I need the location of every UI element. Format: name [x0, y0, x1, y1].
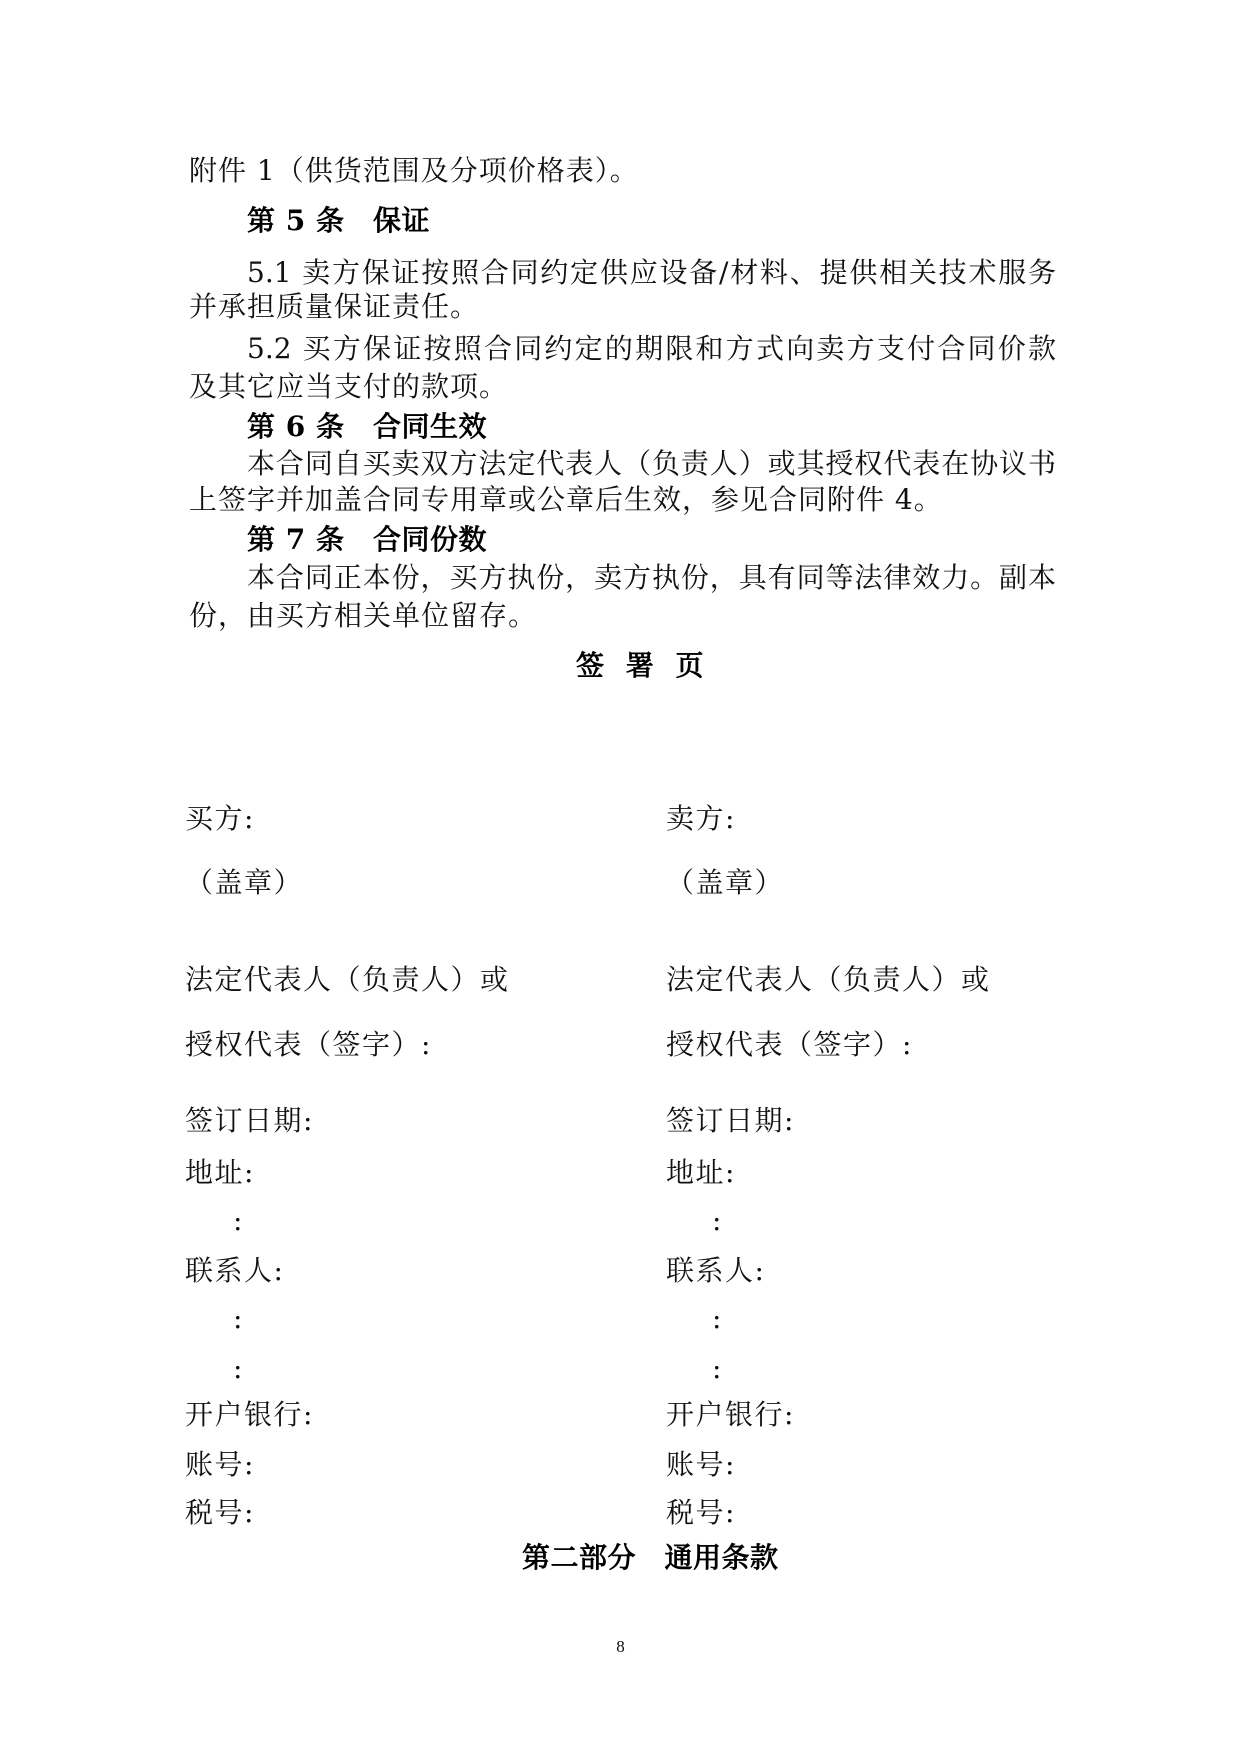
- signature-row-seal: [0, 865, 1241, 901]
- clause-5-2-line-2: 及其它应当支付的款项。: [189, 370, 509, 403]
- buyer-party-label: 买方:: [185, 802, 255, 835]
- seller-sign-date-label: 签订日期:: [666, 1104, 795, 1137]
- article-7-line-2: 份，由买方相关单位留存。: [189, 599, 538, 632]
- buyer-seal-label: （盖章）: [185, 866, 304, 899]
- clause-5-1-line-1: 5.1 卖方保证按照合同约定供应设备/材料、提供相关技术服务: [247, 256, 1056, 289]
- part-two-heading: 第二部分 通用条款: [522, 1541, 779, 1574]
- page-number: 8: [616, 1637, 625, 1656]
- signature-row-party: [0, 801, 1241, 837]
- buyer-contact-continued-label-1: :: [233, 1302, 244, 1335]
- article-7-heading: 第 7 条 合同份数: [247, 523, 487, 556]
- buyer-address-continued-label: :: [233, 1204, 244, 1237]
- clause-5-1-line-2: 并承担质量保证责任。: [189, 290, 480, 323]
- seller-contact-label: 联系人:: [666, 1254, 766, 1287]
- buyer-bank-label: 开户银行:: [185, 1398, 314, 1431]
- signature-row-representative-2: [0, 1027, 1241, 1063]
- seller-bank-label: 开户银行:: [666, 1398, 795, 1431]
- article-5-heading: 第 5 条 保证: [247, 204, 430, 237]
- seller-seal-label: （盖章）: [666, 866, 785, 899]
- seller-contact-continued-label-2: :: [712, 1352, 723, 1385]
- buyer-account-label: 账号:: [185, 1448, 255, 1481]
- signature-page-title: 签 署 页: [576, 649, 710, 682]
- article-7-line-1: 本合同正本份，买方执份，卖方执份，具有同等法律效力。副本: [247, 561, 1056, 594]
- signature-row-account: [0, 1447, 1241, 1483]
- signature-row-sign-date: [0, 1103, 1241, 1139]
- buyer-address-label: 地址:: [185, 1156, 255, 1189]
- seller-contact-continued-label-1: :: [712, 1302, 723, 1335]
- clause-5-2-line-1: 5.2 买方保证按照合同约定的期限和方式向卖方支付合同价款: [247, 332, 1056, 365]
- signature-row-contact: [0, 1253, 1241, 1289]
- article-6-heading: 第 6 条 合同生效: [247, 410, 487, 443]
- buyer-representative-label-1: 法定代表人（负责人）或: [185, 963, 510, 996]
- seller-tax-id-label: 税号:: [666, 1496, 736, 1529]
- buyer-contact-label: 联系人:: [185, 1254, 285, 1287]
- annex-reference-line: 附件 1（供货范围及分项价格表）。: [189, 154, 639, 187]
- buyer-sign-date-label: 签订日期:: [185, 1104, 314, 1137]
- article-6-line-1: 本合同自买卖双方法定代表人（负责人）或其授权代表在协议书: [247, 447, 1056, 480]
- article-6-line-2: 上签字并加盖合同专用章或公章后生效，参见合同附件 4。: [189, 483, 943, 516]
- buyer-representative-label-2: 授权代表（签字）:: [185, 1028, 432, 1061]
- seller-party-label: 卖方:: [666, 802, 736, 835]
- signature-row-address: [0, 1155, 1241, 1191]
- seller-representative-label-1: 法定代表人（负责人）或: [666, 963, 991, 996]
- signature-row-contact-continued-2: [0, 1351, 1241, 1387]
- signature-row-address-continued: [0, 1203, 1241, 1239]
- seller-representative-label-2: 授权代表（签字）:: [666, 1028, 913, 1061]
- signature-row-bank: [0, 1397, 1241, 1433]
- signature-row-contact-continued-1: [0, 1301, 1241, 1337]
- signature-row-tax-id: [0, 1495, 1241, 1531]
- seller-address-label: 地址:: [666, 1156, 736, 1189]
- buyer-tax-id-label: 税号:: [185, 1496, 255, 1529]
- seller-address-continued-label: :: [712, 1204, 723, 1237]
- signature-row-representative-1: [0, 962, 1241, 998]
- seller-account-label: 账号:: [666, 1448, 736, 1481]
- buyer-contact-continued-label-2: :: [233, 1352, 244, 1385]
